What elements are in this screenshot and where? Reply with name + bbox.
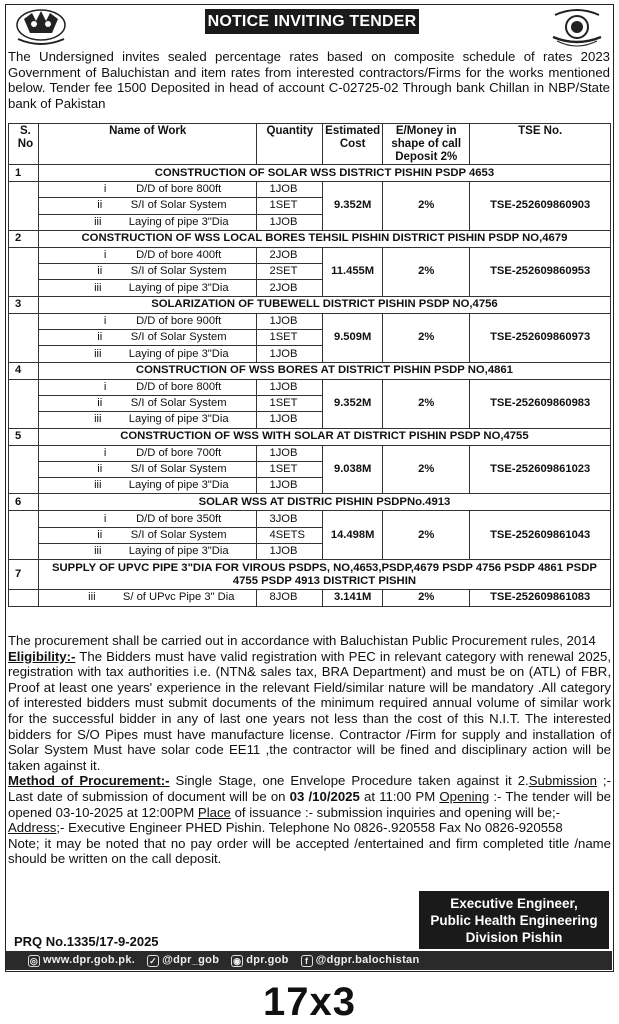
estimated-cost: 9.038M: [323, 445, 383, 494]
section-number: 2: [9, 230, 39, 247]
item-work-text: D/D of bore 800ft: [136, 183, 222, 196]
item-work: [38, 395, 257, 411]
section-title: SOLAR WSS AT DISTRIC PISHIN PSDPNo.4913: [38, 494, 610, 511]
item-work-text: Laying of pipe 3"Dia: [128, 413, 229, 426]
twitter-icon: ✓: [147, 955, 159, 967]
eligibility-label: Eligibility:-: [8, 648, 76, 664]
section-number: 1: [9, 165, 39, 182]
item-work: [38, 412, 257, 428]
item-work-text: Laying of pipe 3"Dia: [128, 479, 229, 492]
item-work-text: S/I of Solar System: [130, 199, 227, 212]
table-header-row: [9, 124, 611, 165]
notice-frame: [5, 4, 614, 972]
item-work-text: D/D of bore 900ft: [136, 314, 222, 327]
emoney-value: 2%: [383, 247, 470, 296]
opening-text: :- The tender will be opened 03-10-2025 at 12:00PM: [8, 788, 611, 820]
item-quantity: 1JOB: [257, 182, 323, 198]
emoney-value: 2%: [383, 511, 470, 560]
item-work-text: S/ of UPvc Pipe 3" Dia: [122, 591, 235, 604]
item-quantity: 1JOB: [257, 313, 323, 329]
place-text: of issuance :- submission inquiries and opening will be;-: [230, 804, 561, 820]
item-quantity: 1JOB: [257, 445, 323, 461]
item-sub-number: i: [103, 380, 107, 393]
section-title: CONSTRUCTION OF WSS LOCAL BORES TEHSIL PISHIN DISTRICT PISHIN PSDP NO,4679: [38, 230, 610, 247]
item-blank-cell: [9, 379, 39, 428]
section-row: [9, 428, 611, 445]
section-row: [9, 230, 611, 247]
tse-number: TSE-252609860973: [470, 313, 611, 362]
item-work: [38, 379, 257, 395]
item-work: [38, 527, 257, 543]
item-work-text: S/I of Solar System: [130, 265, 227, 278]
estimated-cost: 9.352M: [323, 182, 383, 231]
item-quantity: 8JOB: [257, 590, 323, 606]
item-sub-number: i: [103, 249, 107, 262]
twitter-link[interactable]: [147, 954, 219, 966]
item-work: [38, 330, 257, 346]
submission-text: ;- Last date of submission of document will be on: [8, 773, 611, 804]
facebook-text: @dgpr.balochistan: [315, 954, 420, 967]
tse-number: TSE-252609860983: [470, 379, 611, 428]
method-label: Method of Procurement:-: [8, 773, 170, 789]
estimated-cost: 3.141M: [323, 590, 383, 606]
item-quantity: 1SET: [257, 395, 323, 411]
section-title: CONSTRUCTION OF WSS WITH SOLAR AT DISTRICT PISHIN PSDP NO,4755: [38, 428, 610, 445]
item-quantity: 1JOB: [257, 379, 323, 395]
item-work-text: S/I of Solar System: [130, 331, 227, 344]
item-work-text: D/D of bore 400ft: [136, 249, 222, 262]
section-row: [9, 165, 611, 182]
notice-title: NOTICE INVITING TENDER: [205, 9, 419, 34]
department-logo-icon: [547, 7, 607, 47]
estimated-cost: 9.509M: [323, 313, 383, 362]
item-row: [9, 511, 611, 527]
item-sub-number: i: [103, 512, 107, 525]
eligibility-text: The Bidders must have valid registration with PEC in relevant category with renewal 2025, registration with tax authorities i.e. (NTN& sales tax, BRA Department) and must be on (ATL) of FBR, Proof at least one years' experience in the relevant Field/similar nature will be mandatory .All category of interested bidders must submit documents of the minimum required annual volume of similar work for the successful bidder in any of last one years not less than the cost of this N.I.T. The interested bidders for S/O Pipes must have manufacture license. Contractor /Firm for supply and installation of Solar System Must have solar code EE11 ,the contractor will be fined and disciplinary action will be taken against it.: [8, 648, 611, 773]
tse-number: TSE-252609860903: [470, 182, 611, 231]
item-work: [38, 346, 257, 362]
item-blank-cell: [9, 182, 39, 231]
item-quantity: 4SETS: [257, 527, 323, 543]
signature-line-3: Division Pishin: [465, 930, 563, 945]
website-text: www.dpr.gob.pk.: [43, 954, 136, 967]
item-sub-number: ii: [97, 265, 103, 278]
instagram-icon: ◉: [233, 955, 242, 966]
submission-date: 03 /10/2025: [289, 788, 360, 804]
signature-line-1: Executive Engineer,: [450, 896, 578, 911]
opening-label: Opening: [439, 788, 490, 804]
item-quantity: 1SET: [257, 461, 323, 477]
header-tse: TSE No.: [470, 124, 611, 165]
item-quantity: 2SET: [257, 264, 323, 280]
place-label: Place: [197, 804, 231, 820]
item-work-text: Laying of pipe 3"Dia: [128, 215, 229, 228]
section-title: SUPPLY OF UPVC PIPE 3"DIA FOR VIROUS PSDPS, NO,4653,PSDP,4679 PSDP 4756 PSDP 4861 PSDP 4755 PSDP 4913 DISTRICT PISHIN: [38, 560, 610, 590]
item-row: [9, 182, 611, 198]
item-work-text: Laying of pipe 3"Dia: [128, 347, 229, 360]
intro-paragraph: The Undersigned invites sealed percentage rates based on composite schedule of rates 2023 Government of Baluchistan and item rates from interested contractors/Firms for the works mentioned below. Tender fee 1500 Deposited in head of account C-02725-02 Through bank Chillan in NBP/State bank of Pakistan: [8, 49, 610, 111]
item-work: [38, 590, 257, 606]
item-sub-number: iii: [88, 591, 96, 604]
section-number: 7: [9, 560, 39, 590]
signature-block: [419, 891, 609, 949]
item-blank-cell: [9, 313, 39, 362]
item-sub-number: iii: [94, 347, 102, 360]
item-quantity: 3JOB: [257, 511, 323, 527]
section-title: SOLARIZATION OF TUBEWELL DISTRICT PISHIN PSDP NO,4756: [38, 296, 610, 313]
submission-label: Submission: [528, 773, 597, 789]
item-sub-number: ii: [97, 199, 103, 212]
section-number: 6: [9, 494, 39, 511]
item-sub-number: iii: [94, 479, 102, 492]
item-quantity: 1JOB: [257, 412, 323, 428]
item-sub-number: i: [103, 183, 107, 196]
section-number: 3: [9, 296, 39, 313]
item-work-text: D/D of bore 800ft: [136, 380, 222, 393]
item-row: [9, 379, 611, 395]
estimated-cost: 11.455M: [323, 247, 383, 296]
prq-number: PRQ No.1335/17-9-2025: [14, 934, 159, 949]
item-blank-cell: [9, 511, 39, 560]
government-logo-icon: [12, 7, 70, 47]
section-row: [9, 296, 611, 313]
item-work: [38, 511, 257, 527]
item-quantity: 1JOB: [257, 478, 323, 494]
ad-size-label: 17x3: [263, 980, 356, 1024]
item-work: [38, 445, 257, 461]
item-sub-number: ii: [97, 528, 103, 541]
header-emoney: E/Money in shape of call Deposit 2%: [383, 124, 470, 165]
section-row: [9, 560, 611, 590]
tender-table: [8, 123, 611, 607]
emoney-value: 2%: [383, 182, 470, 231]
address-paragraph: [8, 820, 611, 836]
header-qty: Quantity: [257, 124, 323, 165]
submission-time: at 11:00 PM: [359, 788, 440, 804]
item-blank-cell: [9, 590, 39, 606]
item-sub-number: i: [103, 446, 107, 459]
tse-number: TSE-252609860953: [470, 247, 611, 296]
item-work: [38, 198, 257, 214]
instagram-link[interactable]: [231, 954, 288, 966]
tender-body: [9, 165, 611, 607]
item-sub-number: ii: [97, 463, 103, 475]
globe-icon: ◎: [29, 955, 39, 966]
item-work: [38, 247, 257, 263]
item-work-text: S/I of Solar System: [130, 397, 227, 410]
item-blank-cell: [9, 247, 39, 296]
header-cost: Estimated Cost: [323, 124, 383, 165]
item-blank-cell: [9, 445, 39, 494]
emoney-value: 2%: [383, 590, 470, 606]
section-row: [9, 362, 611, 379]
item-work: [38, 280, 257, 296]
item-work-text: Laying of pipe 3"Dia: [128, 281, 229, 294]
item-sub-number: iii: [94, 413, 102, 426]
address-label: Address: [8, 820, 57, 836]
header-work: Name of Work: [38, 124, 257, 165]
item-row: [9, 247, 611, 263]
item-quantity: 2JOB: [257, 280, 323, 296]
item-sub-number: iii: [94, 215, 102, 228]
address-text: ;- Executive Engineer PHED Pishin. Telephone No 0826-.920558 Fax No 0826-920558: [56, 820, 563, 836]
item-quantity: 1JOB: [257, 346, 323, 362]
header-sno: S. No: [9, 124, 39, 165]
section-title: CONSTRUCTION OF WSS BORES AT DISTRICT PISHIN PSDP NO,4861: [38, 362, 610, 379]
item-quantity: 1JOB: [257, 214, 323, 230]
item-sub-number: iii: [94, 545, 102, 558]
item-quantity: 1SET: [257, 198, 323, 214]
item-work-text: D/D of bore 700ft: [136, 446, 222, 459]
note-paragraph: Note; it may be noted that no pay order will be accepted /entertained and firm completed title /name should be written on the call deposit.: [8, 835, 611, 867]
item-sub-number: iii: [94, 281, 102, 294]
facebook-icon: f: [301, 955, 313, 967]
item-work-text: S/I of Solar System: [130, 528, 227, 541]
facebook-link[interactable]: [301, 954, 420, 966]
item-work-text: D/D of bore 350ft: [136, 512, 222, 525]
estimated-cost: 14.498M: [323, 511, 383, 560]
estimated-cost: 9.352M: [323, 379, 383, 428]
item-work-text: Laying of pipe 3"Dia: [128, 545, 229, 558]
method-text: Single Stage, one Envelope Procedure taken against it 2.: [169, 773, 529, 789]
item-work: [38, 544, 257, 560]
item-quantity: 1SET: [257, 330, 323, 346]
item-work: [38, 214, 257, 230]
section-title: CONSTRUCTION OF SOLAR WSS DISTRICT PISHIN PSDP 4653: [38, 165, 610, 182]
eligibility-paragraph: [8, 649, 611, 774]
item-work: [38, 478, 257, 494]
item-work: [38, 264, 257, 280]
instagram-text: dpr.gob: [246, 954, 289, 967]
item-row: [9, 590, 611, 606]
section-number: 4: [9, 362, 39, 379]
procurement-rules: The procurement shall be carried out in accordance with Baluchistan Public Procurement rules, 2014: [8, 633, 596, 648]
emoney-value: 2%: [383, 445, 470, 494]
item-sub-number: ii: [97, 331, 103, 344]
item-sub-number: ii: [97, 397, 103, 410]
item-row: [9, 313, 611, 329]
emoney-value: 2%: [383, 379, 470, 428]
item-work: [38, 461, 257, 477]
method-paragraph: [8, 773, 611, 820]
tse-number: TSE-252609861043: [470, 511, 611, 560]
signature-line-2: Public Health Engineering: [430, 913, 598, 928]
item-quantity: 1JOB: [257, 544, 323, 560]
notice-header: [6, 5, 613, 49]
emoney-value: 2%: [383, 313, 470, 362]
item-work: [38, 313, 257, 329]
section-row: [9, 494, 611, 511]
section-number: 5: [9, 428, 39, 445]
tse-number: TSE-252609861023: [470, 445, 611, 494]
item-sub-number: i: [103, 314, 107, 327]
social-footer: [6, 951, 612, 970]
item-work: [38, 182, 257, 198]
twitter-text: @dpr_gob: [162, 954, 220, 967]
tse-number: TSE-252609861083: [470, 590, 611, 606]
item-quantity: 2JOB: [257, 247, 323, 263]
terms-text: [8, 633, 611, 867]
website-link[interactable]: [28, 954, 135, 966]
item-row: [9, 445, 611, 461]
item-work-text: S/I of Solar System: [130, 463, 227, 475]
